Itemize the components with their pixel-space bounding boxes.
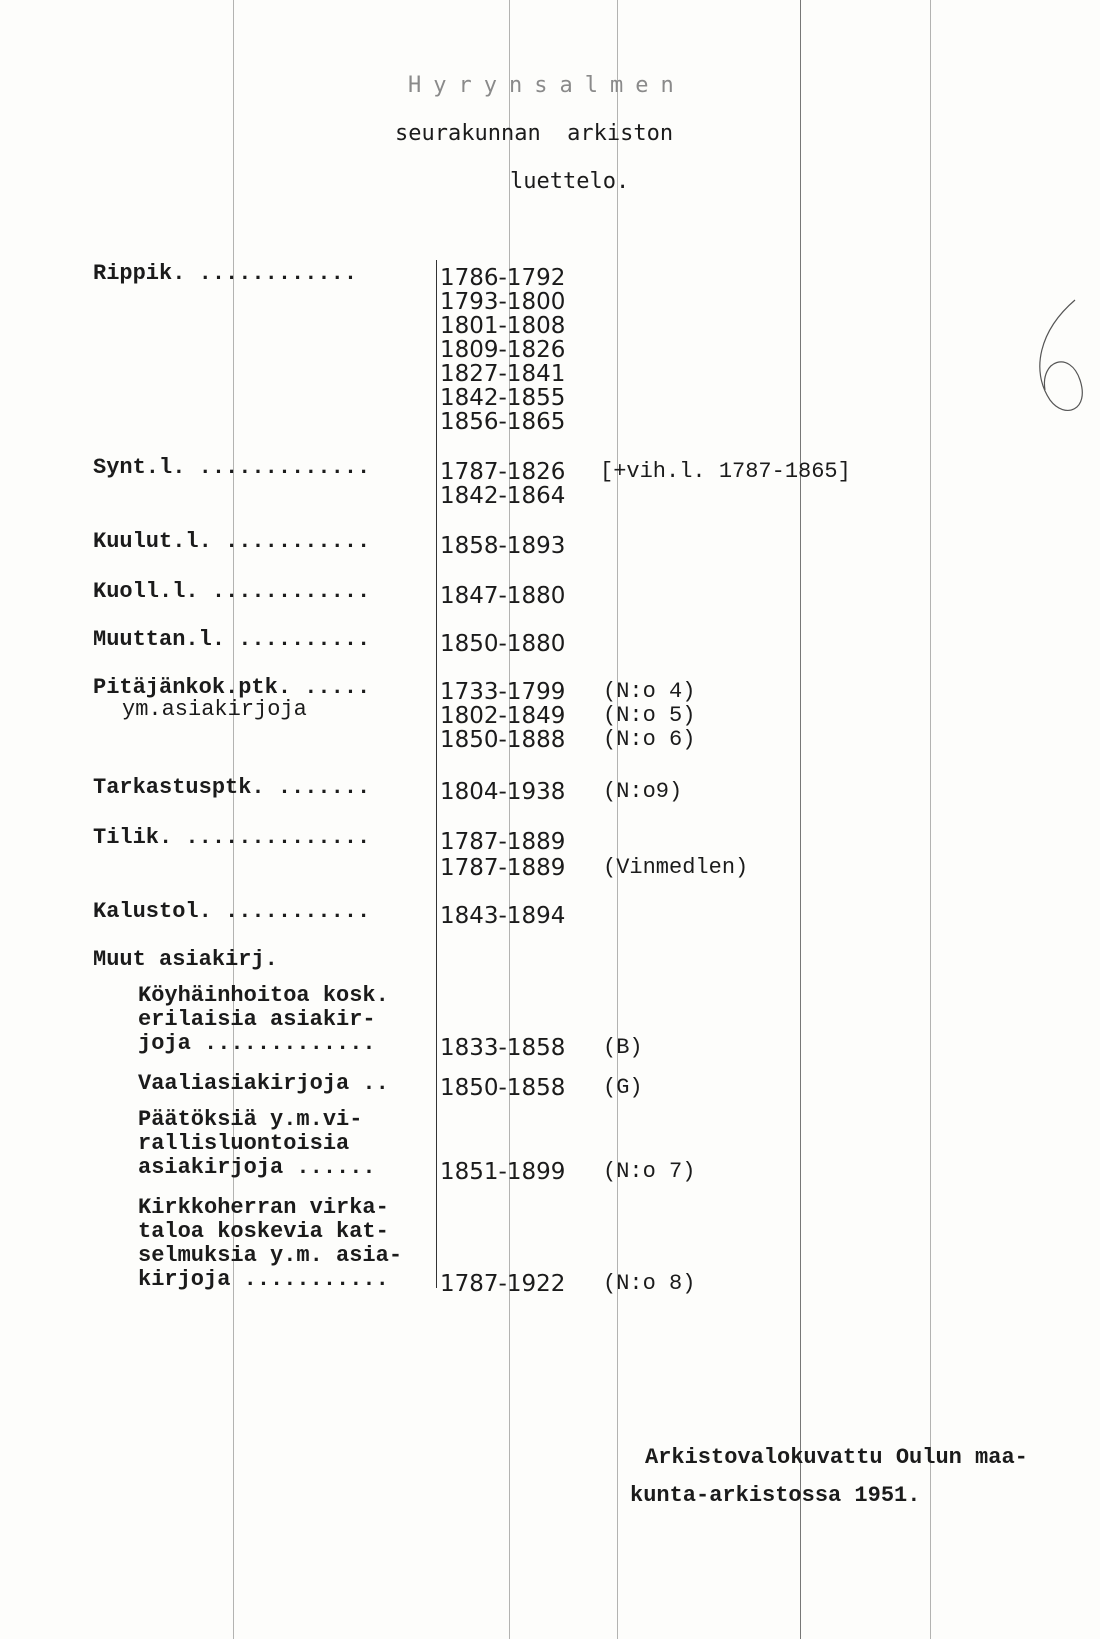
footer-line-1: Arkistovalokuvattu Oulun maa-: [645, 1445, 1028, 1470]
entry-line: Kirkkoherran virka-: [138, 1195, 389, 1220]
year-range: 1850-1858: [440, 1075, 566, 1101]
year-range: 1801-1808: [440, 313, 566, 339]
year-range: 1787-1889: [440, 855, 566, 881]
entry-label-tilik: Tilik. ..............: [93, 825, 371, 850]
entry-note: (N:o 8): [603, 1271, 696, 1296]
year-range: 1842-1864: [440, 483, 566, 509]
year-range: 1787-1889: [440, 829, 566, 855]
header-line-2: luettelo.: [510, 169, 630, 194]
entry-note: (N:o9): [603, 779, 683, 804]
entry-label-pitajankok: Pitäjänkok.ptk. .....: [93, 675, 371, 700]
entry-label-muut: Muut asiakirj.: [93, 947, 278, 972]
entry-line: selmuksia y.m. asia-: [138, 1243, 403, 1268]
entry-note: (N:o 5): [603, 703, 696, 728]
scan-streak: [509, 0, 510, 1639]
entry-line: kirjoja ...........: [138, 1267, 389, 1292]
year-range: 1793-1800: [440, 289, 566, 315]
year-range: 1842-1855: [440, 385, 566, 411]
entry-label-muuttan: Muuttan.l. ..........: [93, 627, 371, 652]
entry-line: Päätöksiä y.m.vi-: [138, 1107, 363, 1132]
entry-line: taloa koskevia kat-: [138, 1219, 389, 1244]
entry-line: Köyhäinhoitoa kosk.: [138, 983, 389, 1008]
entry-label-kuulut: Kuulut.l. ...........: [93, 529, 371, 554]
column-ruler: [436, 260, 437, 1288]
year-range: 1809-1826: [440, 337, 566, 363]
year-range: 1843-1894: [440, 903, 566, 929]
scan-streak: [233, 0, 234, 1639]
header-line-1: seurakunnan arkiston: [395, 121, 674, 146]
entry-label-rippik: Rippik. ............: [93, 261, 358, 286]
document-title: Hyrynsalmen: [408, 73, 686, 98]
entry-note: (B): [603, 1035, 643, 1060]
scan-streak: [800, 0, 801, 1639]
entry-line: asiakirjoja ......: [138, 1155, 376, 1180]
stray-mark-icon: [1020, 290, 1100, 440]
entry-note: (N:o 4): [603, 679, 696, 704]
entry-sublabel: ym.asiakirjoja: [122, 697, 307, 722]
entry-note: (G): [603, 1075, 643, 1100]
year-range: 1787-1922: [440, 1271, 566, 1297]
entry-line: rallisluontoisia: [138, 1131, 350, 1156]
entry-line: erilaisia asiakir-: [138, 1007, 376, 1032]
year-range: 1787-1826: [440, 459, 566, 485]
entry-label-vaali: Vaaliasiakirjoja ..: [138, 1071, 389, 1096]
entry-label-synt: Synt.l. .............: [93, 455, 371, 480]
year-range: 1786-1792: [440, 265, 566, 291]
scan-streak: [617, 0, 618, 1639]
year-range: 1850-1880: [440, 631, 566, 657]
year-range: 1833-1858: [440, 1035, 566, 1061]
year-range: 1856-1865: [440, 409, 566, 435]
footer-line-2: kunta-arkistossa 1951.: [630, 1483, 921, 1508]
scan-streak: [930, 0, 931, 1639]
entry-label-kuoll: Kuoll.l. ............: [93, 579, 371, 604]
year-range: 1827-1841: [440, 361, 566, 387]
year-range: 1847-1880: [440, 583, 566, 609]
year-range: 1733-1799: [440, 679, 566, 705]
year-range: 1802-1849: [440, 703, 566, 729]
year-range: 1851-1899: [440, 1159, 566, 1185]
year-range: 1850-1888: [440, 727, 566, 753]
entry-note: (Vinmedlen): [603, 855, 749, 880]
year-range: 1858-1893: [440, 533, 566, 559]
entry-note: (N:o 6): [603, 727, 696, 752]
entry-note: (N:o 7): [603, 1159, 696, 1184]
year-range: 1804-1938: [440, 779, 566, 805]
entry-label-tarkastus: Tarkastusptk. .......: [93, 775, 371, 800]
entry-line: joja .............: [138, 1031, 376, 1056]
entry-label-kalustol: Kalustol. ...........: [93, 899, 371, 924]
entry-note: [+vih.l. 1787-1865]: [600, 459, 851, 484]
